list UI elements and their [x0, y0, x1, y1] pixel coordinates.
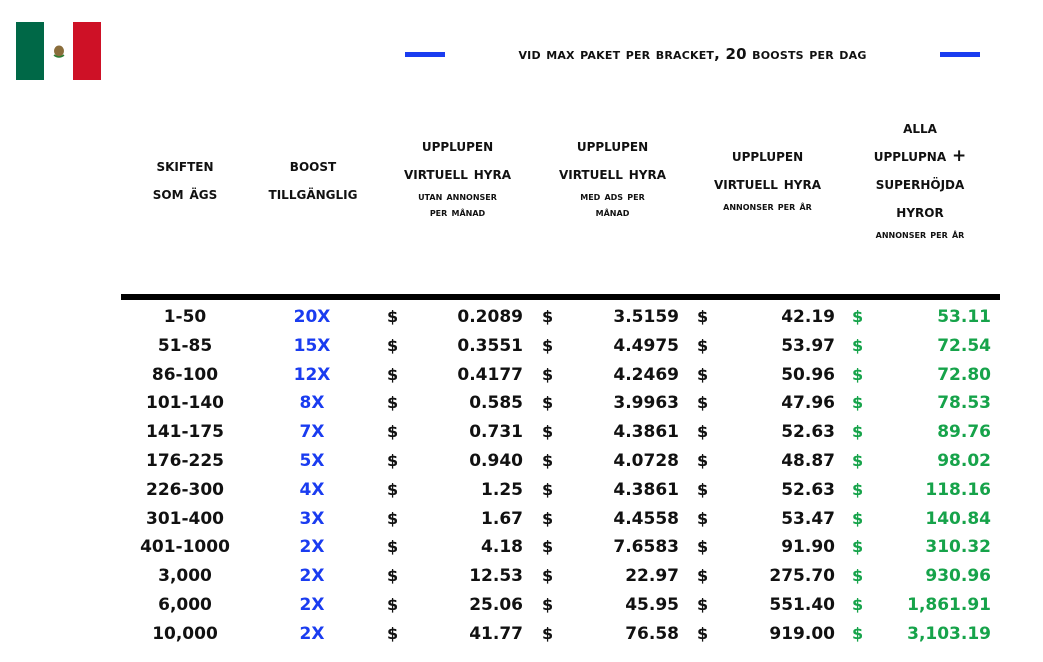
cell-yearly-ads: 47.96	[781, 393, 835, 414]
table-row	[0, 505, 1043, 534]
dollar-sign: $	[387, 422, 399, 442]
cell-total: 89.76	[937, 422, 991, 443]
dollar-sign: $	[387, 335, 399, 355]
table-row	[0, 389, 1043, 418]
header-monthly-ads-sub2: månad	[595, 205, 630, 219]
header-monthly-ads-sub1: med ads per	[580, 189, 645, 203]
header-monthly-no-ads-sub2: per månad	[429, 205, 486, 219]
cell-monthly-no-ads: 0.3551	[457, 335, 523, 356]
dollar-sign: $	[697, 594, 709, 614]
cell-monthly-no-ads: 0.585	[469, 393, 523, 414]
cell-total: 1,861.91	[907, 594, 991, 615]
dollar-sign: $	[852, 364, 864, 384]
header-boost-line1: boost	[289, 156, 337, 176]
dollar-sign: $	[387, 393, 399, 413]
dollar-sign: $	[542, 537, 554, 557]
cell-total: 72.54	[937, 335, 991, 356]
cell-monthly-ads: 4.0728	[613, 450, 679, 471]
cell-monthly-ads: 4.2469	[613, 364, 679, 385]
dollar-sign: $	[697, 623, 709, 643]
cell-shift: 101-140	[145, 393, 225, 414]
cell-shift: 86-100	[151, 364, 219, 385]
cell-shift: 6,000	[158, 594, 212, 615]
mexico-flag-icon	[16, 22, 101, 80]
table-body	[0, 303, 1043, 649]
flag-red-stripe	[73, 22, 101, 80]
cell-boost: 3X	[299, 508, 325, 529]
header-monthly-no-ads-line1: upplupen	[421, 136, 494, 156]
dollar-sign: $	[542, 623, 554, 643]
cell-yearly-ads: 53.47	[781, 508, 835, 529]
cell-total: 930.96	[925, 566, 991, 587]
cell-monthly-no-ads: 0.940	[469, 450, 523, 471]
header-total-line4: hyror	[896, 202, 944, 222]
cell-yearly-ads: 52.63	[781, 422, 835, 443]
header-boost-line2: tillgänglig	[268, 184, 358, 204]
banner-right-bar	[940, 52, 980, 57]
cell-total: 140.84	[925, 508, 991, 529]
cell-yearly-ads: 919.00	[769, 623, 835, 644]
dollar-sign: $	[852, 422, 864, 442]
dollar-sign: $	[542, 364, 554, 384]
dollar-sign: $	[852, 508, 864, 528]
header-monthly-ads	[535, 132, 690, 220]
cell-shift: 51-85	[157, 335, 213, 356]
cell-shift: 3,000	[158, 566, 212, 587]
header-divider	[121, 294, 1000, 300]
header-total	[845, 114, 995, 242]
header-shift	[125, 152, 245, 208]
header-monthly-ads-line1: upplupen	[576, 136, 649, 156]
dollar-sign: $	[542, 335, 554, 355]
dollar-sign: $	[852, 393, 864, 413]
dollar-sign: $	[697, 393, 709, 413]
header-shift-line1: skiften	[156, 156, 214, 176]
header-yearly-ads-line1: upplupen	[731, 146, 804, 166]
dollar-sign: $	[387, 479, 399, 499]
cell-shift: 1-50	[163, 307, 207, 327]
dollar-sign: $	[542, 508, 554, 528]
dollar-sign: $	[387, 364, 399, 384]
dollar-sign: $	[387, 508, 399, 528]
cell-boost: 8X	[299, 393, 325, 414]
cell-monthly-no-ads: 25.06	[469, 594, 523, 615]
cell-shift: 176-225	[145, 450, 225, 471]
dollar-sign: $	[852, 623, 864, 643]
dollar-sign: $	[697, 422, 709, 442]
cell-boost: 2X	[299, 566, 325, 587]
header-monthly-no-ads-sub1: utan annonser	[418, 189, 497, 203]
cell-total: 98.02	[937, 450, 991, 471]
cell-total: 72.80	[937, 364, 991, 385]
header-total-sub1: annonser per år	[875, 227, 965, 241]
cell-yearly-ads: 53.97	[781, 335, 835, 356]
header-monthly-no-ads-line2: virtuell hyra	[403, 164, 512, 184]
table-row	[0, 447, 1043, 476]
header-total-line2: upplupna +	[873, 146, 967, 166]
cell-yearly-ads: 551.40	[769, 594, 835, 615]
cell-total: 3,103.19	[907, 623, 991, 644]
table-row	[0, 562, 1043, 591]
dollar-sign: $	[852, 307, 864, 326]
cell-boost: 2X	[299, 623, 325, 644]
dollar-sign: $	[697, 537, 709, 557]
dollar-sign: $	[697, 364, 709, 384]
cell-monthly-no-ads: 41.77	[469, 623, 523, 644]
dollar-sign: $	[387, 450, 399, 470]
table-row	[0, 533, 1043, 562]
cell-boost: 7X	[299, 422, 325, 443]
dollar-sign: $	[387, 566, 399, 586]
dollar-sign: $	[387, 623, 399, 643]
header-total-line3: superhöjda	[875, 174, 965, 194]
header-total-line1: alla	[903, 118, 937, 138]
cell-monthly-no-ads: 1.25	[481, 479, 523, 500]
cell-monthly-ads: 4.4975	[613, 335, 679, 356]
cell-yearly-ads: 50.96	[781, 364, 835, 385]
flag-green-stripe	[16, 22, 44, 80]
cell-total: 310.32	[925, 537, 991, 558]
cell-monthly-ads: 3.5159	[613, 307, 679, 327]
table-row	[0, 303, 1043, 332]
dollar-sign: $	[387, 537, 399, 557]
cell-monthly-no-ads: 1.67	[481, 508, 523, 529]
cell-monthly-no-ads: 4.18	[481, 537, 523, 558]
table-row	[0, 591, 1043, 620]
dollar-sign: $	[697, 479, 709, 499]
dollar-sign: $	[542, 450, 554, 470]
header-yearly-ads-line2: virtuell hyra	[713, 174, 822, 194]
cell-total: 118.16	[925, 479, 991, 500]
dollar-sign: $	[852, 566, 864, 586]
cell-boost: 20X	[293, 307, 331, 327]
cell-monthly-no-ads: 0.4177	[457, 364, 523, 385]
header-yearly-ads-sub1: annonser per år	[723, 199, 812, 213]
banner	[405, 42, 980, 66]
cell-shift: 226-300	[145, 479, 225, 500]
table-row	[0, 361, 1043, 390]
cell-shift: 401-1000	[140, 537, 230, 558]
table-row	[0, 620, 1043, 649]
header-yearly-ads	[690, 142, 845, 214]
header-boost	[250, 152, 376, 208]
cell-monthly-ads: 7.6583	[613, 537, 679, 558]
cell-yearly-ads: 48.87	[781, 450, 835, 471]
cell-total: 78.53	[937, 393, 991, 414]
dollar-sign: $	[697, 335, 709, 355]
dollar-sign: $	[387, 307, 399, 326]
table-row	[0, 476, 1043, 505]
cell-monthly-ads: 22.97	[625, 566, 679, 587]
cell-yearly-ads: 42.19	[781, 307, 835, 327]
cell-shift: 10,000	[152, 623, 218, 644]
dollar-sign: $	[852, 335, 864, 355]
dollar-sign: $	[542, 422, 554, 442]
cell-monthly-ads: 3.9963	[613, 393, 679, 414]
cell-boost: 4X	[299, 479, 325, 500]
cell-boost: 5X	[299, 450, 325, 471]
header-monthly-no-ads	[380, 132, 535, 220]
cell-boost: 12X	[293, 364, 331, 385]
cell-monthly-ads: 4.3861	[613, 422, 679, 443]
dollar-sign: $	[697, 566, 709, 586]
cell-yearly-ads: 91.90	[781, 537, 835, 558]
dollar-sign: $	[387, 594, 399, 614]
cell-yearly-ads: 275.70	[769, 566, 835, 587]
dollar-sign: $	[542, 566, 554, 586]
dollar-sign: $	[542, 393, 554, 413]
cell-total: 53.11	[937, 307, 991, 327]
cell-boost: 2X	[299, 537, 325, 558]
cell-shift: 301-400	[145, 508, 225, 529]
table-row	[0, 332, 1043, 361]
cell-shift: 141-175	[145, 422, 225, 443]
dollar-sign: $	[697, 450, 709, 470]
table-row	[0, 418, 1043, 447]
dollar-sign: $	[542, 479, 554, 499]
header-shift-line2: som ägs	[152, 184, 218, 204]
dollar-sign: $	[852, 537, 864, 557]
dollar-sign: $	[852, 479, 864, 499]
dollar-sign: $	[542, 307, 554, 326]
cell-monthly-ads: 76.58	[625, 623, 679, 644]
cell-monthly-ads: 4.3861	[613, 479, 679, 500]
cell-monthly-ads: 4.4558	[613, 508, 679, 529]
banner-left-bar	[405, 52, 445, 57]
dollar-sign: $	[852, 594, 864, 614]
banner-title: vid max paket per bracket, 20 boosts per dag	[518, 45, 867, 63]
cell-yearly-ads: 52.63	[781, 479, 835, 500]
cell-monthly-ads: 45.95	[625, 594, 679, 615]
eagle-emblem-icon	[51, 43, 67, 59]
cell-monthly-no-ads: 0.2089	[457, 307, 523, 327]
header-monthly-ads-line2: virtuell hyra	[558, 164, 667, 184]
dollar-sign: $	[852, 450, 864, 470]
cell-boost: 15X	[293, 335, 331, 356]
cell-monthly-no-ads: 0.731	[469, 422, 523, 443]
cell-boost: 2X	[299, 594, 325, 615]
dollar-sign: $	[697, 307, 709, 326]
dollar-sign: $	[542, 594, 554, 614]
dollar-sign: $	[697, 508, 709, 528]
cell-monthly-no-ads: 12.53	[469, 566, 523, 587]
